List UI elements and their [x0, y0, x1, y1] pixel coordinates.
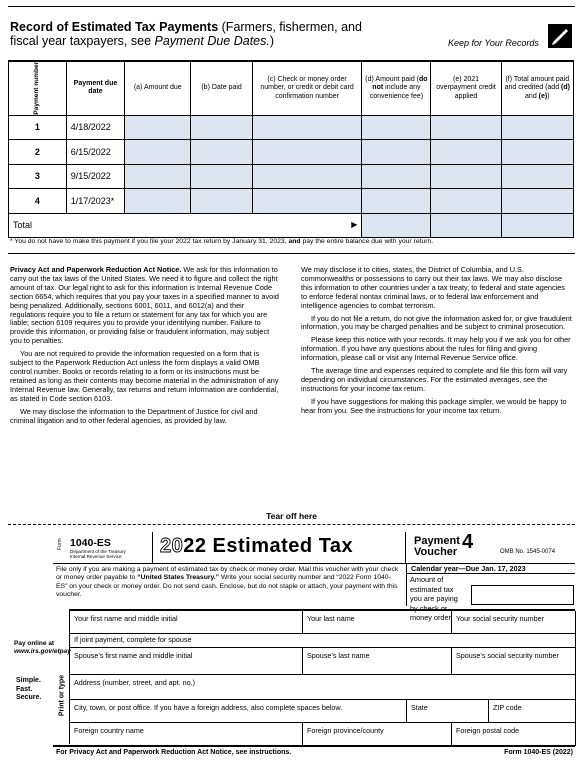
agency-name: Department of the Treasury Internal Revenue Service: [70, 549, 126, 560]
print-or-type-label: Print or type: [58, 674, 66, 717]
amount-paid-cell[interactable]: [362, 164, 431, 189]
row-number: 1: [9, 115, 67, 140]
notice-paragraph: The average time and expenses required to complete and file this form will vary depending on individual circumstances. For the estimated averages, see the instructions for your income tax return.: [301, 366, 568, 393]
header-overpayment: (e) 2021 overpayment credit applied: [431, 61, 501, 115]
overpayment-cell[interactable]: [431, 140, 501, 165]
tear-off-line: [8, 524, 575, 525]
header-check-number: (c) Check or money order number, or credit or debit card confirmation number: [252, 61, 362, 115]
table-footnote: * You do not have to make this payment if you file your 2022 tax return by January 31, 2023, and pay the entire balance due with your return.: [10, 238, 434, 245]
notice-paragraph: You are not required to provide the information requested on a form that is subject to the Paperwork Reduction Act unless the form displays a valid OMB control number. Books or records relating to a form or its instructions must be retained as long as their contents may become material in the administration of any Internal Revenue law. Generally, tax returns and return information are confidential, as stated in Code section 6103.: [10, 349, 279, 403]
taxpayer-info-grid: [69, 609, 575, 744]
pay-online-note: Pay online at www.irs.gov/etpay: [14, 640, 71, 655]
check-number-cell[interactable]: [252, 115, 362, 140]
table-row: [9, 189, 574, 214]
keep-for-records: Keep for Your Records: [448, 38, 539, 48]
check-number-cell[interactable]: [252, 164, 362, 189]
row-due-date: 6/15/2022: [66, 140, 124, 165]
total-paid-cell[interactable]: [501, 164, 573, 189]
voucher-title: 2022 Estimated Tax: [160, 535, 354, 557]
foreign-province-field[interactable]: Foreign province/county: [303, 723, 452, 746]
date-paid-cell[interactable]: [191, 189, 252, 214]
header-amount-paid: (d) Amount paid (do not include any convenience fee): [362, 61, 431, 115]
row-due-date: 9/15/2022: [66, 164, 124, 189]
row-due-date: 1/17/2023*: [66, 189, 124, 214]
table-row: [9, 115, 574, 140]
payments-table: [8, 60, 574, 238]
payment-voucher-label: Payment Voucher: [414, 535, 460, 558]
notice-paragraph: We may disclose it to cities, states, the District of Columbia, and U.S. commonwealths or possessions to carry out their tax laws. We may also disclose this information to other countries under a tax treaty, to federal and state agencies to enforce federal nontax criminal laws, or to federal law enforcement and intelligence agencies to combat terrorism.: [301, 265, 565, 310]
notice-left-column: [10, 266, 280, 429]
spouse-ssn-field[interactable]: Spouse’s social security number: [452, 648, 576, 675]
total-amount-paid-cell[interactable]: [362, 213, 431, 238]
table-header-row: [9, 61, 574, 115]
foreign-postal-field[interactable]: Foreign postal code: [452, 723, 576, 746]
form-number: 1040-ES: [70, 537, 111, 549]
overpayment-cell[interactable]: [431, 115, 501, 140]
form-word: Form: [57, 538, 63, 550]
first-name-field[interactable]: Your first name and middle initial: [70, 611, 303, 634]
omb-number: OMB No. 1545-0074: [500, 549, 556, 555]
voucher-number: 4: [462, 531, 474, 553]
foreign-country-field[interactable]: Foreign country name: [70, 723, 303, 746]
footer-form-id: Form 1040-ES (2022): [504, 749, 573, 756]
total-label: Total: [13, 220, 33, 231]
row-number: 3: [9, 164, 67, 189]
total-row: [9, 213, 574, 238]
state-field[interactable]: State: [407, 700, 489, 723]
record-title-italic: Payment Due Dates.: [154, 34, 270, 48]
joint-payment-label: If joint payment, complete for spouse: [70, 634, 576, 648]
total-overpayment-cell[interactable]: [431, 213, 501, 238]
record-title-end: ): [269, 34, 275, 48]
header-due-date: Payment due date: [66, 61, 124, 115]
total-paid-cell[interactable]: [501, 140, 573, 165]
amount-due-cell[interactable]: [125, 115, 191, 140]
top-rule: [8, 6, 575, 7]
header-total-paid: (f) Total amount paid and credited (add (d) and (e)): [501, 61, 573, 115]
notice-paragraph: We may disclose the information to the Department of Justice for civil and criminal litigation and to other federal agencies, as provided by law.: [10, 406, 258, 425]
header-amount-due: (a) Amount due: [125, 61, 191, 115]
voucher-instructions: File only if you are making a payment of estimated tax by check or money order. Mail this voucher with your check or money order payable to “United States Treasury.” Write your social security number and “2022 Form 1040-ES” on your check or money order. Do not send cash. Enclose, but do not staple or attach, your payment with this voucher.: [56, 566, 399, 598]
total-label-cell: [9, 213, 362, 238]
overpayment-cell[interactable]: [431, 189, 501, 214]
overpayment-cell[interactable]: [431, 164, 501, 189]
header-payment-number: Payment number: [9, 61, 67, 115]
notice-paragraph: Please keep this notice with your records. It may help you if we ask you for other information. If you have any questions about the rules for filing and giving information, please call or visit any Internal Revenue Service office.: [301, 335, 571, 363]
last-name-field[interactable]: Your last name: [303, 611, 452, 634]
header-date-paid: (b) Date paid: [191, 61, 252, 115]
tear-off-label: Tear off here: [266, 511, 317, 521]
check-number-cell[interactable]: [252, 140, 362, 165]
table-row: [9, 164, 574, 189]
amount-due-cell[interactable]: [125, 164, 191, 189]
date-paid-cell[interactable]: [191, 115, 252, 140]
zip-field[interactable]: ZIP code: [489, 700, 576, 723]
amount-due-cell[interactable]: [125, 140, 191, 165]
notice-paragraph: If you have suggestions for making this package simpler, we would be happy to hear from you. See the instructions for your income tax return.: [301, 396, 567, 415]
header-divider: [152, 532, 153, 564]
notice-paragraph: If you do not file a return, do not give the information asked for, or give fraudulent information, you may be charged penalties and be subject to criminal prosecution.: [301, 313, 572, 332]
notice-right-column: [301, 266, 573, 420]
spouse-first-name-field[interactable]: Spouse’s first name and middle initial: [70, 648, 303, 675]
footer-notice: For Privacy Act and Paperwork Reduction Act Notice, see instructions.: [56, 749, 292, 756]
date-paid-cell[interactable]: [191, 140, 252, 165]
calendar-year-due: Calendar year—Due Jan. 17, 2023: [406, 563, 575, 574]
total-paid-cell[interactable]: [501, 115, 573, 140]
amount-paid-cell[interactable]: [362, 115, 431, 140]
amount-paying-input[interactable]: [471, 585, 574, 605]
record-title-bold: Record of Estimated Tax Payments: [10, 20, 219, 34]
keep-records-icon: [548, 24, 572, 48]
amount-paid-cell[interactable]: [362, 189, 431, 214]
table-row: [9, 140, 574, 165]
arrow-right-icon: ▶: [351, 220, 358, 230]
check-number-cell[interactable]: [252, 189, 362, 214]
section-divider: [8, 253, 575, 254]
record-title: [10, 20, 370, 48]
row-number: 4: [9, 189, 67, 214]
simple-fast-secure: Simple. Fast. Secure.: [16, 677, 42, 702]
row-number: 2: [9, 140, 67, 165]
spouse-last-name-field[interactable]: Spouse’s last name: [303, 648, 452, 675]
amount-paid-cell[interactable]: [362, 140, 431, 165]
amount-due-cell[interactable]: [125, 189, 191, 214]
total-paid-total-cell[interactable]: [501, 213, 573, 238]
notice-paragraph: Privacy Act and Paperwork Reduction Act Notice. We ask for this information to carry out the tax laws of the United States. We need it to figure and collect the right amount of tax. Our legal right to ask for this information is Internal Revenue Code section 6654, which requires that you pay your taxes in a specified manner to avoid being penalized. Additionally, sections 6001, 6011, and 6012(a) and their regulations require you to file a return or statement for any tax for which you are liable; section 6109 requires you to provide your identifying number. Failure to provide this information, or providing false or fraudulent information, may subject you to penalties.: [10, 265, 279, 346]
city-field[interactable]: City, town, or post office. If you have a foreign address, also complete spaces below.: [70, 700, 407, 723]
amount-paying-label: Amount of estimated tax you are paying by check or money order.: [406, 574, 468, 606]
ssn-field[interactable]: Your social security number: [452, 611, 576, 634]
address-field[interactable]: Address (number, street, and apt. no.): [70, 675, 576, 700]
record-title-rest: (Farmers, fishermen, and fiscal year taxpayers, see: [10, 20, 362, 48]
header-divider: [405, 532, 406, 564]
voucher-bottom-rule: [53, 745, 575, 747]
total-paid-cell[interactable]: [501, 189, 573, 214]
date-paid-cell[interactable]: [191, 164, 252, 189]
row-due-date: 4/18/2022: [66, 115, 124, 140]
